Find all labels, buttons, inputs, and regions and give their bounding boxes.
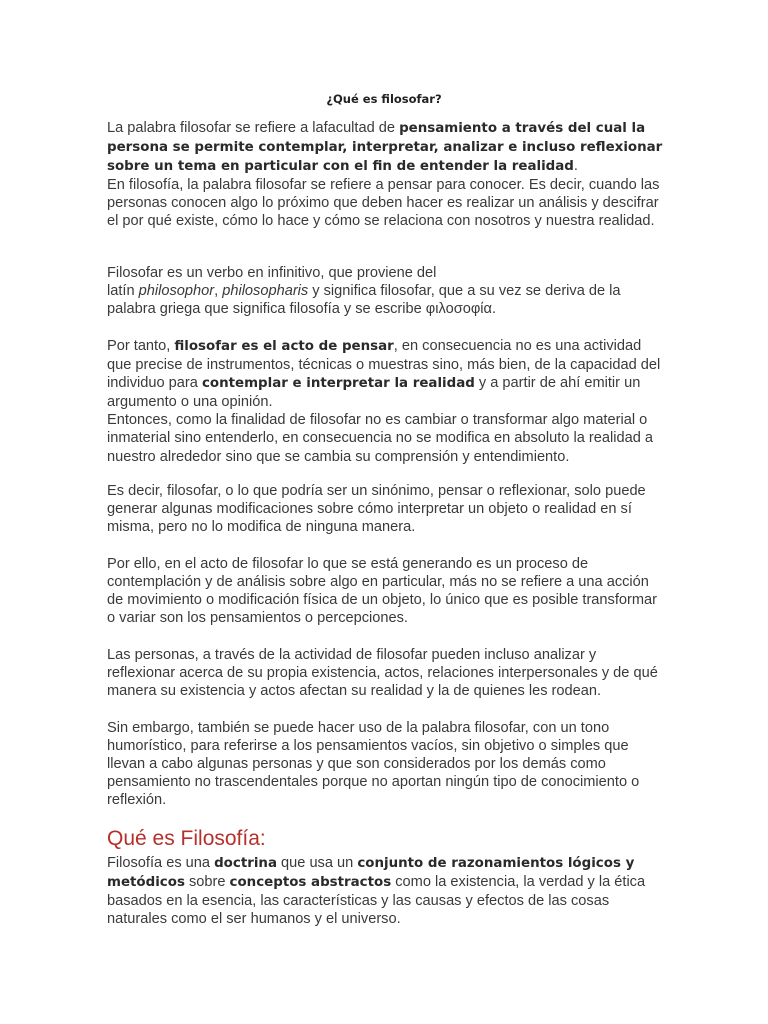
paragraph-2-text-a: Filosofar es un verbo en infinitivo, que proviene del: [107, 265, 437, 281]
paragraph-8-text-d: como la existencia, la verdad y la ética basados en la esencia, las características y las causas y efectos de las cosas naturales como el ser humanos y el universo.: [107, 874, 646, 928]
paragraph-8-text-a: Filosofía es una: [107, 855, 215, 871]
paragraph-1-text-a: La palabra filosofar se refiere a lafacultad de: [107, 120, 400, 136]
paragraph-3-bold-a: filosofar es el acto de pensar: [174, 339, 394, 354]
paragraph-3-bold-b: contemplar e interpretar la realidad: [201, 376, 475, 392]
paragraph-8-bold-a: doctrina: [214, 856, 277, 871]
paragraph-8: [107, 854, 667, 928]
paragraph-2-italic-a: philosophor: [138, 283, 215, 300]
paragraph-6: Las personas, a través de la actividad de filosofar pueden incluso analizar y reflexionar acerca de su propia existencia, actos, relaciones interpersonales y de qué manera su existencia y actos afectan su realidad y la de quienes les rodean.: [107, 647, 658, 700]
paragraph-5: Por ello, en el acto de filosofar lo que se está generando es un proceso de contemplación y de análisis sobre algo en particular, más no se refiere a una acción de movimiento o modificación física de un objeto, lo único que es posible transformar o variar son los pensamientos o percepciones.: [107, 556, 657, 627]
paragraph-2-italic-b: philosopharis: [222, 283, 309, 300]
paragraph-8-bold-b: conjunto de razonamientos lógicos y metódicos: [107, 856, 635, 891]
paragraph-8-text-c: sobre: [184, 874, 230, 891]
paragraph-2-text-b: latín: [107, 283, 139, 300]
paragraph-7: Sin embargo, también se puede hacer uso de la palabra filosofar, con un tono humorístico, para referirse a los pensamientos vacíos, sin objetivo o simples que llevan a cabo algunas personas y que son considerados por los demás como pensamiento no trascendentales porque no aportan ningún tipo de conocimiento o reflexión.: [107, 720, 640, 809]
paragraph-1: [107, 119, 667, 231]
paragraph-8-text-b: que usa un: [276, 855, 358, 871]
paragraph-8-bold-c: conceptos abstractos: [229, 875, 392, 891]
paragraph-4: Es decir, filosofar, o lo que podría ser un sinónimo, pensar o reflexionar, solo puede generar algunas modificaciones sobre cómo interpretar un objeto o realidad en sí misma, pero no lo modifica de ninguna manera.: [107, 483, 646, 536]
paragraph-3-text-d: Entonces, como la finalidad de filosofar no es cambiar o transformar algo material o inmaterial sino entenderlo, en consecuencia no se modifica en absoluto la realidad a nuestro alrededor sino que se cambia su comprensión y entendimiento.: [107, 412, 653, 465]
paragraph-2-text-d: y significa filosofar, que a su vez se deriva de la palabra griega que significa filosofía y se escribe φιλοσοφία.: [107, 283, 621, 318]
paragraph-3-text-a: Por tanto,: [107, 338, 175, 354]
paragraph-2-text-c: ,: [214, 283, 223, 300]
section-heading: Qué es Filosofía:: [107, 827, 266, 850]
paragraph-1-text-b: .: [573, 158, 578, 175]
paragraph-3-text-b: , en consecuencia no es una actividad que precise de instrumentos, técnicas o muestras sino, más bien, de la capacidad del individuo para: [107, 338, 661, 392]
paragraph-1-text-c: En filosofía, la palabra filosofar se refiere a pensar para conocer. Es decir, cuando las personas conocen algo lo próximo que deben hacer es realizar un análisis y descifrar el por qué existe, cómo lo hace y cómo se relaciona con nosotros y nuestra realidad.: [107, 177, 660, 230]
paragraph-2: [107, 264, 667, 318]
page-title: ¿Qué es filosofar?: [326, 92, 442, 106]
paragraph-3: [107, 337, 667, 466]
paragraph-3-text-c: y a partir de ahí emitir un argumento o una opinión.: [107, 375, 641, 411]
paragraph-1-bold: pensamiento a través del cual la persona se permite contemplar, interpretar, analizar e incluso reflexionar sobre un tema en particular con el fin de entender la realidad: [107, 121, 663, 175]
